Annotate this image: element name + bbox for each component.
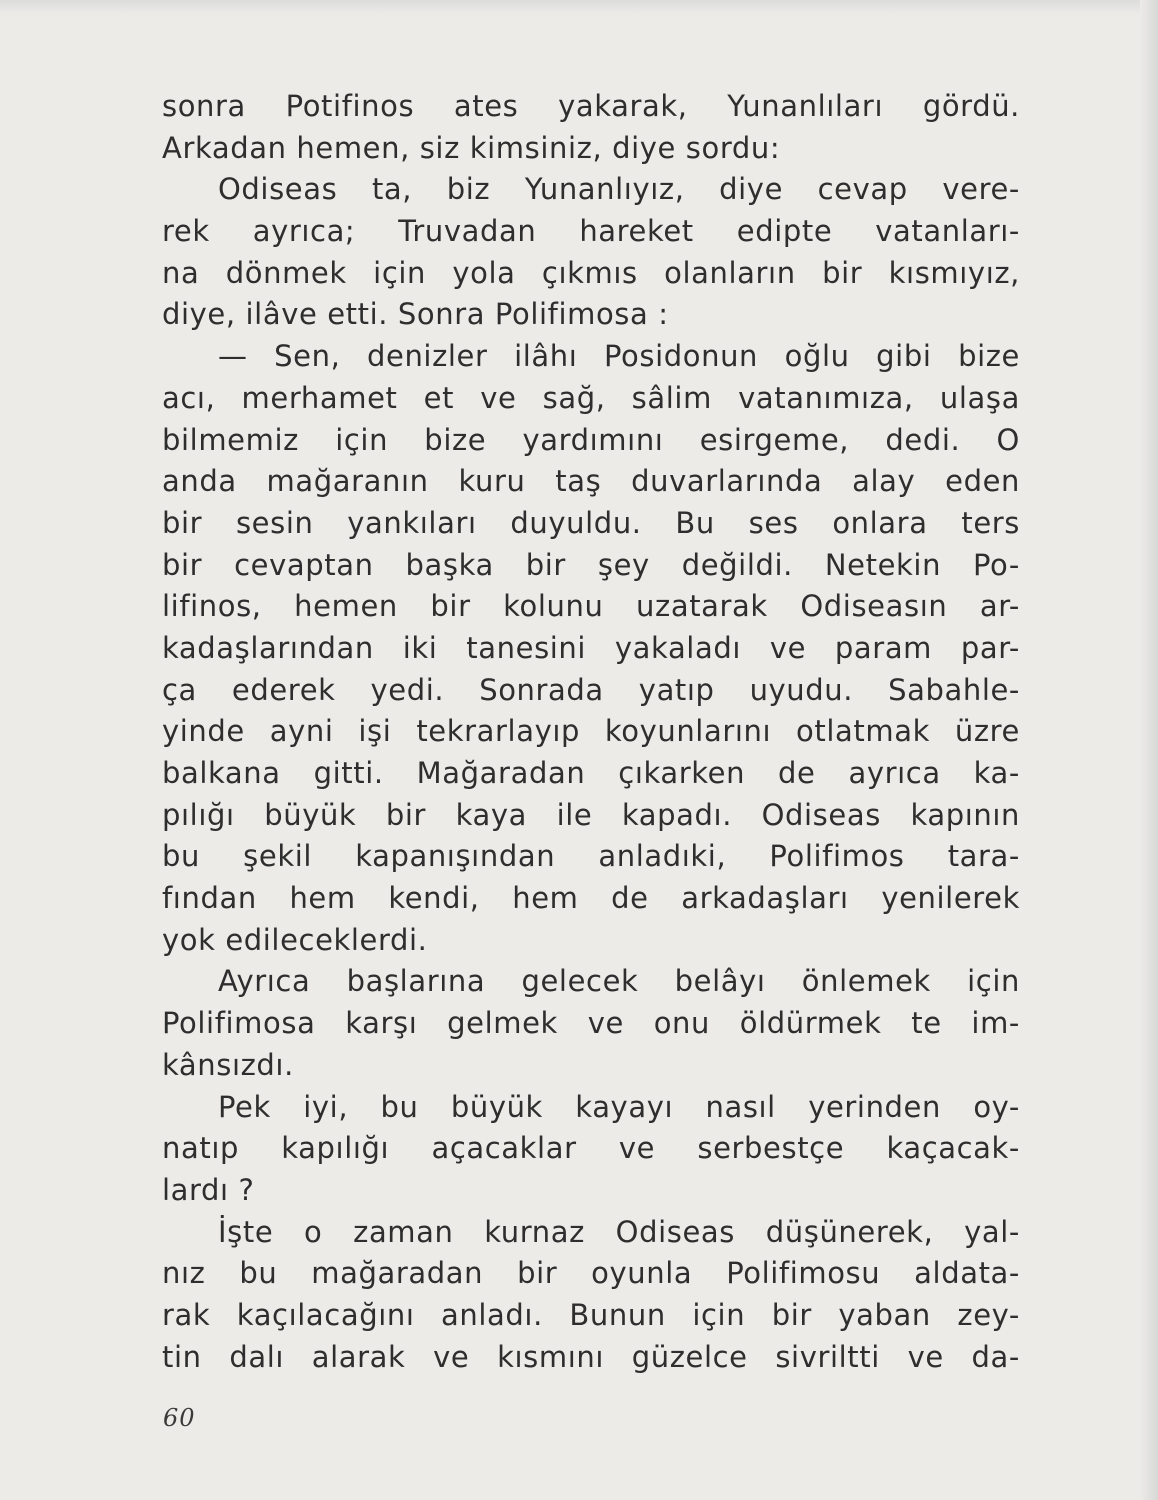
text-line-30: rak kaçılacağını anladı. Bunun için bir yaban zey- bbox=[162, 1297, 1020, 1332]
text-line-19: bu şekil kapanışından anladıki, Polifimos tara- bbox=[162, 839, 1020, 874]
text-line-25: Pek iyi, bu büyük kayayı nasıl yerinden oy- bbox=[218, 1089, 1020, 1124]
text-line-15: ça ederek yedi. Sonrada yatıp uyudu. Sabahle- bbox=[162, 672, 1020, 707]
text-line-14: kadaşlarından iki tanesini yakaladı ve param par- bbox=[162, 630, 1020, 665]
text-line-3: Odiseas ta, biz Yunanlıyız, diye cevap vere- bbox=[218, 172, 1020, 207]
text-line-12: bir cevaptan başka bir şey değildi. Netekin Po- bbox=[162, 547, 1020, 582]
page-number: 60 bbox=[163, 1404, 196, 1432]
text-line-23: Polifimosa karşı gelmek ve onu öldürmek te im- bbox=[162, 1006, 1020, 1041]
text-line-28: İşte o zaman kurnaz Odiseas düşünerek, yal- bbox=[218, 1214, 1020, 1249]
text-line-1: sonra Potifinos ates yakarak, Yunanlıları gördü. bbox=[162, 89, 1020, 123]
text-line-10: anda mağaranın kuru taş duvarlarında alay eden bbox=[162, 464, 1020, 499]
text-line-31: tin dalı alarak ve kısmını güzelce sivriltti ve da- bbox=[162, 1339, 1020, 1374]
text-line-6: diye, ilâve etti. Sonra Polifimosa : bbox=[162, 297, 669, 332]
page-top-edge bbox=[0, 0, 1158, 14]
page-right-edge bbox=[1140, 0, 1158, 1500]
text-line-4: rek ayrıca; Truvadan hareket edipte vatanları- bbox=[162, 214, 1020, 249]
text-line-21: yok edileceklerdi. bbox=[162, 922, 428, 957]
text-line-18: pılığı büyük bir kaya ile kapadı. Odiseas kapının bbox=[162, 797, 1020, 832]
text-line-24: kânsızdı. bbox=[162, 1047, 294, 1082]
text-line-7: — Sen, denizler ilâhı Posidonun oğlu gibi bize bbox=[218, 339, 1020, 374]
text-line-8: acı, merhamet et ve sağ, sâlim vatanımıza, ulaşa bbox=[162, 380, 1020, 415]
text-line-27: lardı ? bbox=[162, 1172, 255, 1207]
text-line-22: Ayrıca başlarına gelecek belâyı önlemek için bbox=[218, 964, 1020, 999]
text-line-5: na dönmek için yola çıkmıs olanların bir kısmıyız, bbox=[162, 255, 1020, 290]
text-line-9: bilmemiz için bize yardımını esirgeme, dedi. O bbox=[162, 422, 1020, 457]
text-line-20: fından hem kendi, hem de arkadaşları yenilerek bbox=[162, 881, 1020, 916]
text-line-16: yinde ayni işi tekrarlayıp koyunlarını otlatmak üzre bbox=[162, 714, 1020, 749]
text-line-17: balkana gitti. Mağaradan çıkarken de ayrıca ka- bbox=[162, 756, 1020, 790]
text-line-2: Arkadan hemen, siz kimsiniz, diye sordu: bbox=[162, 130, 781, 165]
text-line-26: natıp kapılığı açacaklar ve serbestçe kaçacak- bbox=[162, 1131, 1020, 1166]
text-line-13: lifinos, hemen bir kolunu uzatarak Odiseasın ar- bbox=[162, 589, 1020, 624]
text-line-29: nız bu mağaradan bir oyunla Polifimosu aldata- bbox=[162, 1256, 1020, 1291]
body-text bbox=[162, 86, 1020, 1378]
text-line-11: bir sesin yankıları duyuldu. Bu ses onlara ters bbox=[162, 505, 1020, 540]
